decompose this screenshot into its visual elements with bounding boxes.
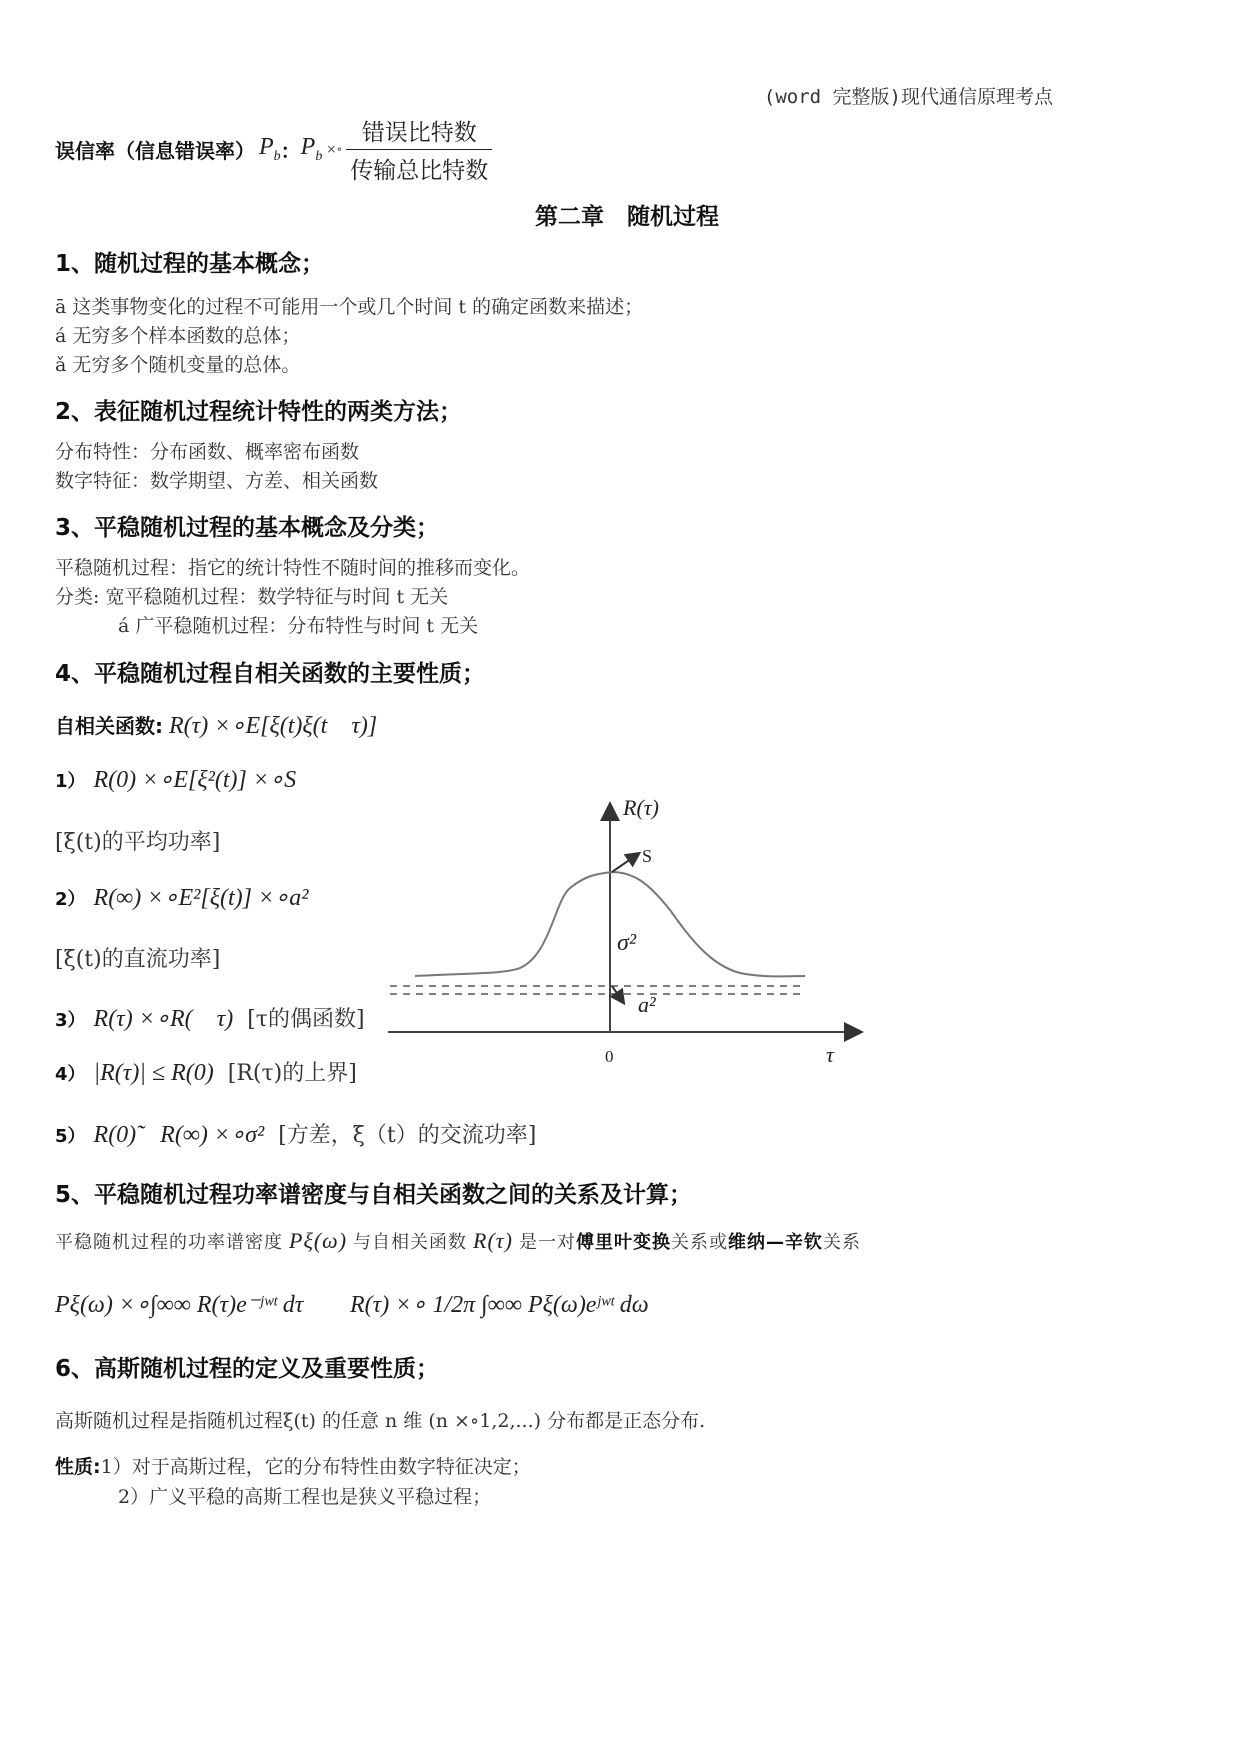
variance-label: σ² — [617, 930, 637, 956]
property-item-2: 2）广义平稳的高斯工程也是狭义平稳过程； — [118, 1486, 492, 1508]
equals-glyph: ×∘ — [326, 142, 343, 156]
statement-part-e: 关系 — [823, 1232, 862, 1253]
statement-part-b: 与自相关函数 — [353, 1232, 468, 1253]
property-4 — [55, 1056, 357, 1087]
colon: ： — [280, 138, 301, 163]
property-2 — [55, 883, 308, 912]
property-5-number: 5） — [55, 1126, 86, 1147]
property-5-note: [方差，ξ（t）的交流功率] — [278, 1123, 537, 1148]
section-1-item-2: á 无穷多个样本函数的总体； — [55, 325, 301, 347]
property-3 — [55, 998, 365, 1033]
x-axis-label: τ — [826, 1042, 834, 1067]
section-5-statement — [55, 1228, 861, 1254]
section-2-line-2: 数字特征：数学期望、方差、相关函数 — [55, 470, 379, 492]
section-3-title: 3、平稳随机过程的基本概念及分类； — [55, 515, 440, 541]
property-3-expression: R(τ) ×∘R( τ) — [93, 1006, 234, 1032]
psd-formula: Pξ(ω) ×∘∫∞∞ R(τ)e⁻ʲʷᵗ dτ — [55, 1292, 304, 1318]
autocorrelation-diagram — [380, 780, 880, 1090]
section-1-item-1: ā 这类事物变化的过程不可能用一个或几个时间 t 的确定函数来描述； — [55, 296, 644, 318]
property-4-note: [R(τ)的上界] — [227, 1061, 357, 1086]
origin-label: 0 — [605, 1047, 614, 1066]
section-3-line-3: á 广平稳随机过程：分布特性与时间 t 无关 — [118, 615, 479, 637]
property-4-number: 4） — [55, 1064, 86, 1085]
autocorrelation-definition — [55, 705, 377, 740]
def-label: 自相关函数: — [55, 714, 163, 738]
y-axis-label: R(τ) — [623, 795, 659, 820]
properties-label: 性质: — [55, 1456, 101, 1478]
section-2-title: 2、表征随机过程统计特性的两类方法； — [55, 399, 463, 425]
peak-arrow — [612, 854, 638, 872]
section-4-title: 4、平稳随机过程自相关函数的主要性质； — [55, 661, 486, 687]
statement-part-a: 平稳随机过程的功率谱密度 — [55, 1232, 283, 1253]
dc-label: a² — [638, 992, 656, 1017]
property-3-note: [τ的偶函数] — [247, 1007, 365, 1032]
property-1-number: 1） — [55, 771, 86, 792]
def-expression: R(τ) ×∘E[ξ(t)ξ(t τ)] — [169, 713, 378, 739]
acf-symbol: R(τ) — [473, 1228, 514, 1253]
pb-symbol-2: $P_b$ — [300, 133, 323, 164]
bit-error-fraction — [346, 114, 492, 185]
gaussian-definition: 高斯随机过程是指随机过程ξ(t) 的任意 n 维 (n ×∘1,2,...) 分布都是正态分布. — [55, 1410, 706, 1432]
property-5-expression: R(0)̃ R(∞) ×∘σ² — [93, 1122, 265, 1148]
property-2-note: [ξ(t)的直流功率] — [55, 947, 221, 972]
property-5 — [55, 1114, 536, 1149]
document-header: (word 完整版)现代通信原理考点 — [763, 86, 1053, 108]
property-1-expression: R(0) ×∘E[ξ²(t)] ×∘S — [93, 767, 297, 793]
chapter-title: 第二章 随机过程 — [535, 204, 719, 230]
section-1-title: 1、随机过程的基本概念； — [55, 251, 325, 277]
section-6-title: 6、高斯随机过程的定义及重要性质； — [55, 1356, 440, 1382]
bit-error-label: 误信率（信息错误率） — [55, 138, 255, 163]
property-4-expression: |R(τ)| ≤ R(0) — [93, 1060, 214, 1086]
fraction-denominator: 传输总比特数 — [350, 157, 489, 184]
section-3-line-2: 分类: 宽平稳随机过程：数学特征与时间 t 无关 — [55, 586, 449, 608]
fourier-transform-term: 傅里叶变换 — [576, 1232, 672, 1253]
psd-symbol: Pξ(ω) — [289, 1228, 348, 1253]
wiener-khinchin-term: 维纳—辛钦 — [728, 1232, 824, 1253]
acf-formula: R(τ) ×∘ 1/2π ∫∞∞ Pξ(ω)eʲʷᵗ dω — [350, 1292, 649, 1318]
gaussian-properties — [55, 1452, 531, 1479]
pb-symbol: $P_b$ — [259, 133, 281, 164]
property-2-number: 2） — [55, 889, 86, 910]
peak-label: S — [642, 846, 653, 866]
property-1 — [55, 765, 296, 794]
section-1-item-3: ǎ 无穷多个随机变量的总体。 — [55, 354, 301, 376]
statement-part-d: 关系或 — [671, 1232, 729, 1253]
bit-error-rate-line — [55, 118, 492, 184]
property-1-note: [ξ(t)的平均功率] — [55, 830, 221, 855]
fraction-numerator: 错误比特数 — [346, 114, 492, 150]
statement-part-c: 是一对 — [519, 1232, 577, 1253]
property-2-expression: R(∞) ×∘E²[ξ(t)] ×∘a² — [93, 885, 309, 911]
property-3-number: 3） — [55, 1010, 86, 1031]
section-5-title: 5、平稳随机过程功率谱密度与自相关函数之间的关系及计算； — [55, 1182, 693, 1208]
property-item-1: 1）对于高斯过程，它的分布特性由数字特征决定； — [100, 1456, 531, 1478]
section-3-line-1: 平稳随机过程：指它的统计特性不随时间的推移而变化。 — [55, 557, 531, 579]
section-2-line-1: 分布特性：分布函数、概率密布函数 — [55, 441, 360, 463]
